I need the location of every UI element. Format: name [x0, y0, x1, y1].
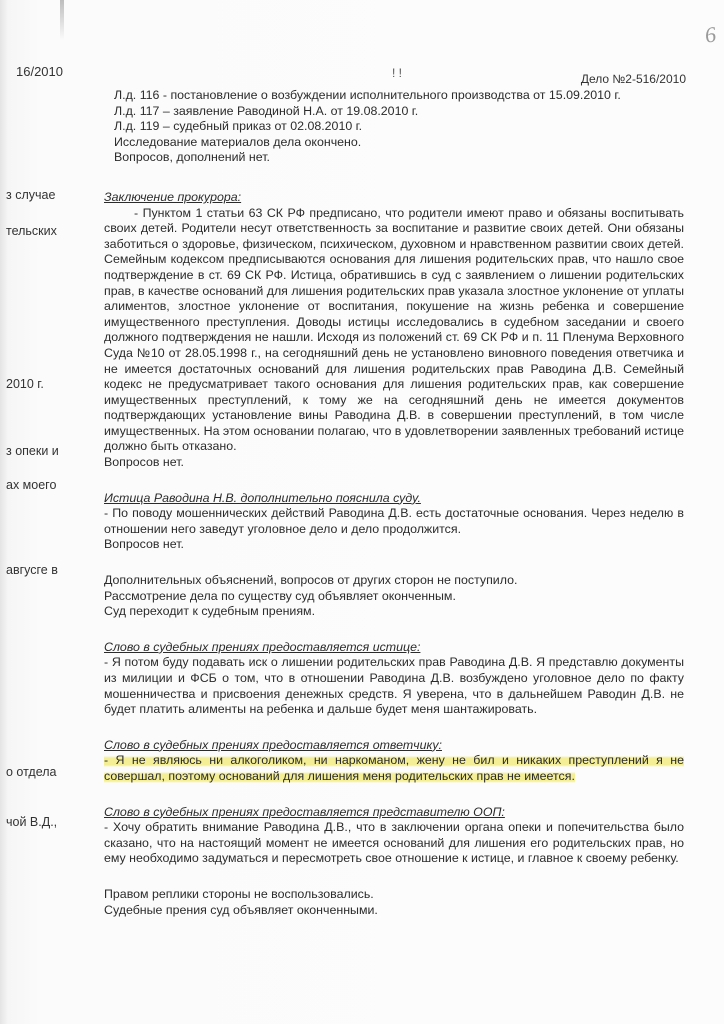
final-statements: [104, 887, 684, 918]
case-number: Дело №2-516/2010: [580, 72, 686, 86]
section-title: Истица Раводина Н.В. дополнительно пояснила суду.: [104, 490, 421, 505]
debate-oop: [104, 805, 684, 867]
final-line: Правом реплики стороны не воспользовались.: [104, 886, 374, 901]
section-title: Слово в судебных прениях предоставляется представителю ООП:: [104, 804, 505, 819]
debate-plaintiff: [104, 640, 684, 718]
margin-fragment: з случае: [6, 188, 56, 202]
material-line: Л.д. 117 – заявление Раводиной Н.А. от 19.08.2010 г.: [114, 103, 419, 118]
section-text: - По поводу мошеннических действий Раводина Д.В. есть достаточные основания. Через неделю в отношении него заведут уголовное дело и дело продолжится.: [104, 506, 684, 536]
closing-statements: [104, 573, 684, 620]
final-line: Судебные прения суд объявляет оконченными.: [104, 902, 378, 917]
margin-fragment: чой В.Д.,: [6, 815, 58, 829]
material-line: Вопросов, дополнений нет.: [114, 150, 270, 165]
center-mark: ! !: [392, 66, 403, 80]
section-after: Вопросов нет.: [104, 455, 184, 470]
section-text: - Я потом буду подавать иск о лишении родительских прав Раводина Д.В. Я представлю документы из милиции и ФСБ о том, что в отношении Раводина Д.В. возбуждено уголовное дело по факту мошенничества и присвоения денежных средств. Я уверена, что в дальнейшем Раводин Д.В. не будет платить алименты на ребенка и дальше будет меня шантажировать.: [104, 655, 684, 717]
prosecutor-conclusion: [104, 190, 684, 471]
material-line: Л.д. 119 – судебный приказ от 02.08.2010 г.: [114, 119, 363, 134]
closing-line: Дополнительных объяснений, вопросов от других сторон не поступило.: [104, 573, 518, 588]
margin-fragment: тельских: [6, 224, 57, 238]
section-text: - Хочу обратить внимание Раводина Д.В., что в заключении органа опеки и попечительства было сказано, что на настоящий момент не имеется оснований для лишения его родительских прав, но ему необходимо задуматься и пересмотреть свое отношение к истице, и главное к своему ребенку.: [104, 820, 684, 866]
document-body: [104, 88, 684, 918]
closing-line: Суд переходит к судебным прениям.: [104, 604, 316, 619]
page-number-handwritten: 6: [703, 21, 718, 48]
debate-defendant: [104, 738, 684, 785]
highlighted-statement: - Я не являюсь ни алкоголиком, ни наркоманом, жену не бил и никаких преступлений я не совершал, поэтому оснований для лишения меня родительских прав не имеется.: [104, 753, 684, 783]
material-line: Исследование материалов дела окончено.: [114, 134, 362, 149]
margin-fragment: авгусге в: [6, 563, 58, 577]
margin-fragment: з опеки и: [6, 444, 59, 458]
section-title: Слово в судебных прениях предоставляется истице:: [104, 639, 421, 654]
closing-line: Рассмотрение дела по существу суд объявляет оконченным.: [104, 588, 456, 603]
section-text: - Пунктом 1 статьи 63 СК РФ предписано, что родители имеют право и обязаны воспитывать своих детей. Родители несут ответственность за воспитание и развитие своих детей. Они обязаны заботиться о здоровье, физическом, психическом, духовном и нравственном развитии своих детей. Семейным кодексом предписываются основания для лишения родительских прав, что нашло свое подтверждение в ст. 69 СК РФ. Истица, обратившись в суд с заявлением о лишении родительских прав, в качестве оснований для лишения родительских прав указала злостное уклонение от уплаты алиментов, злостное уклонение от воспитания, покушение на жизнь ребенка и совершение имущественного преступления. Доводы истицы исследовались в судебном заседании и своего должного подтверждения не нашли. Исходя из положений ст. 69 СК РФ и п. 11 Пленума Верховного Суда №10 от 28.05.1998 г., на сегодняшний день не установлено виновного поведения ответчика и не имеется достаточных оснований для лишения родительских прав Раводина Д.В. Семейный кодекс не предусматривает такого основания для лишения родительских прав, как совершение имущественных преступлений, к тому же на сегодняшний день не имеется документов подтверждающих установление вины Раводина Д.В. в совершении преступлений, в том числе имущественных. На этом основании полагаю, что в удовлетворении заявленных требований истице должно быть отказано.: [104, 205, 684, 454]
section-title: Слово в судебных прениях предоставляется ответчику:: [104, 737, 442, 752]
margin-fragment: 2010 г.: [6, 377, 44, 391]
materials-list: [104, 88, 684, 166]
material-line: Л.д. 116 - постановление о возбуждении исполнительного производства от 15.09.2010 г.: [114, 88, 621, 102]
case-number-fragment-left: 16/2010: [16, 64, 63, 79]
margin-fragment: ах моего: [6, 478, 57, 492]
section-after: Вопросов нет.: [104, 537, 184, 552]
section-title: Заключение прокурора:: [104, 189, 242, 204]
margin-fragment: о отдела: [6, 765, 57, 779]
plaintiff-additional: [104, 491, 684, 553]
